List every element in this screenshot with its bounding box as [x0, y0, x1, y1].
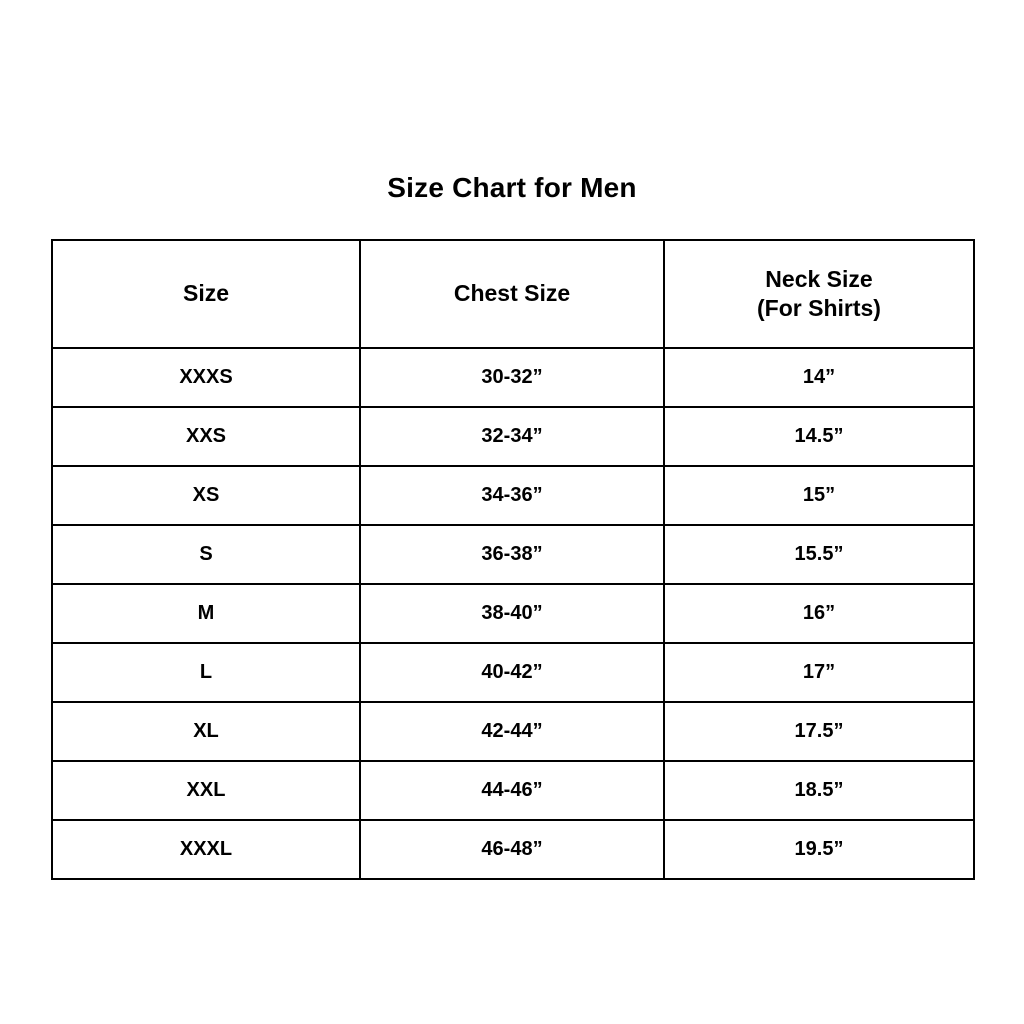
column-header-chest-size-label: Chest Size — [453, 280, 571, 307]
table-row — [52, 407, 974, 466]
cell-chest: 42-44” — [360, 702, 664, 761]
table-header-row — [52, 240, 974, 348]
table-body — [52, 348, 974, 879]
cell-neck: 15.5” — [664, 525, 974, 584]
cell-neck: 15” — [664, 466, 974, 525]
cell-chest: 34-36” — [360, 466, 664, 525]
table-row — [52, 820, 974, 879]
column-header-neck-size — [664, 240, 974, 348]
cell-chest: 30-32” — [360, 348, 664, 407]
cell-neck: 14” — [664, 348, 974, 407]
cell-size: XS — [52, 466, 360, 525]
cell-neck: 14.5” — [664, 407, 974, 466]
column-header-neck-size-label: Neck Size — [765, 265, 873, 292]
column-header-size-label: Size — [182, 280, 230, 307]
size-chart-table-wrapper — [51, 239, 973, 880]
cell-neck: 17.5” — [664, 702, 974, 761]
cell-chest: 46-48” — [360, 820, 664, 879]
cell-size: S — [52, 525, 360, 584]
cell-size: XXS — [52, 407, 360, 466]
table-row — [52, 702, 974, 761]
cell-size: XL — [52, 702, 360, 761]
cell-neck: 17” — [664, 643, 974, 702]
cell-chest: 38-40” — [360, 584, 664, 643]
page-title: Size Chart for Men — [387, 172, 637, 203]
cell-chest: 44-46” — [360, 761, 664, 820]
cell-size: XXXS — [52, 348, 360, 407]
column-header-size — [52, 240, 360, 348]
table-row — [52, 643, 974, 702]
cell-chest: 40-42” — [360, 643, 664, 702]
table-row — [52, 348, 974, 407]
table-row — [52, 525, 974, 584]
table-row — [52, 761, 974, 820]
cell-neck: 16” — [664, 584, 974, 643]
cell-size: M — [52, 584, 360, 643]
cell-size: XXXL — [52, 820, 360, 879]
table-row — [52, 466, 974, 525]
cell-size: L — [52, 643, 360, 702]
column-header-neck-size-sublabel: (For Shirts) — [757, 295, 881, 321]
cell-neck: 19.5” — [664, 820, 974, 879]
cell-chest: 36-38” — [360, 525, 664, 584]
cell-chest: 32-34” — [360, 407, 664, 466]
cell-size: XXL — [52, 761, 360, 820]
cell-neck: 18.5” — [664, 761, 974, 820]
column-header-chest-size — [360, 240, 664, 348]
size-chart-table — [51, 239, 975, 880]
table-header — [52, 240, 974, 348]
table-row — [52, 584, 974, 643]
